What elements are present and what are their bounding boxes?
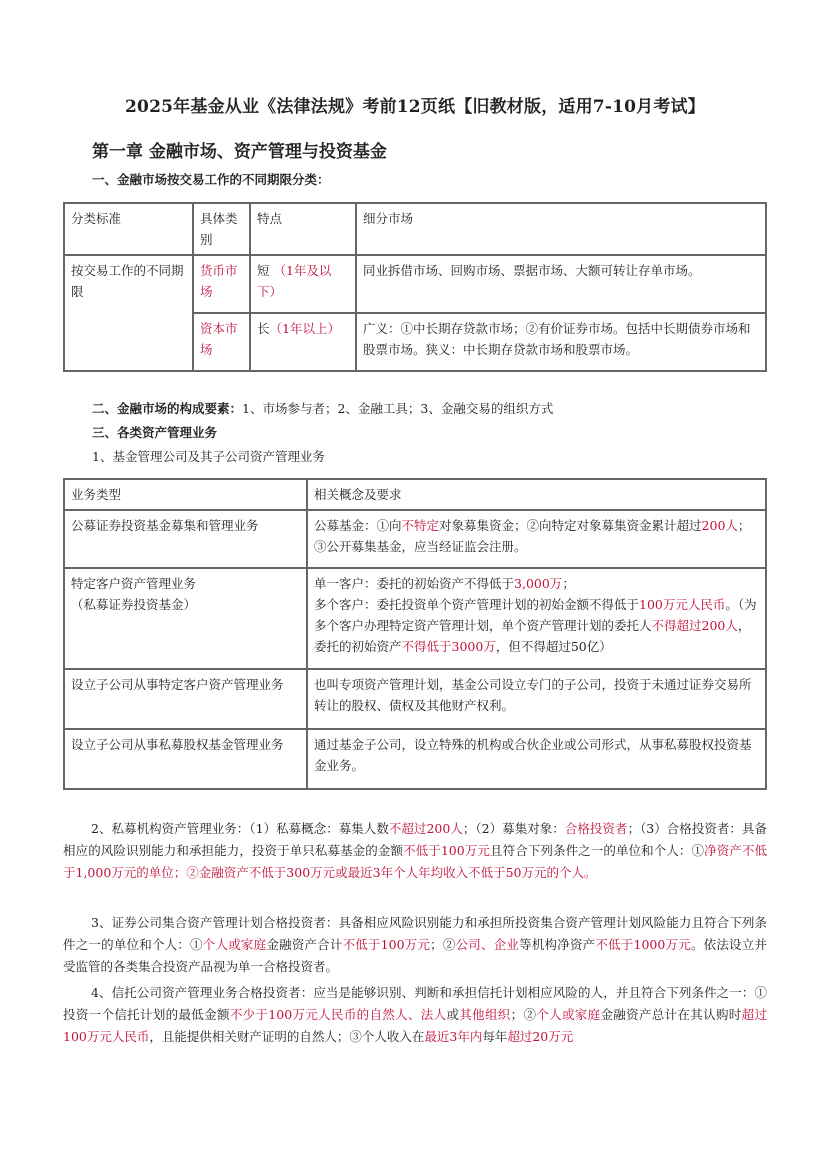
business-type-cell: 设立子公司从事特定客户资产管理业务 — [64, 669, 307, 729]
multi-client-line — [314, 594, 759, 657]
table-header-row — [64, 203, 766, 255]
single-client-line — [314, 573, 759, 594]
paragraph-securities-firm — [63, 912, 767, 978]
header-cell: 业务类型 — [64, 479, 307, 510]
text-run: ，委托的初始资产 — [314, 618, 751, 654]
requirements-cell: 也叫专项资产管理计划，基金公司设立专门的子公司，投资于未通过证券交易所转让的股权、债权及其他财产权利。 — [307, 669, 766, 729]
highlight-run: 最近3年内 — [424, 1029, 483, 1044]
highlight-run: 不少于100万元人民币的自然人、法人 — [229, 1007, 447, 1022]
document-title: 2025年基金从业《法律法规》考前12页纸【旧教材版，适用7-10月考试】 — [125, 97, 705, 117]
text-run: 4、信托公司资产管理业务合格投资者：应当是能够识别、判断和承担信托计划相应风险的人，并且符合下列条件之一：①投资一个信托计划的最低金额 — [63, 985, 767, 1022]
text-run: 2、私募机构资产管理业务：（1）私募概念：募集人数 — [91, 821, 389, 836]
chapter-title: 第一章 金融市场、资产管理与投资基金 — [92, 142, 387, 162]
requirements-cell — [307, 510, 766, 568]
text-run: ；（3）合格投资者：具备相应的风险识别能力和承担能力，投资于单只私募基金的金额 — [63, 821, 767, 858]
highlight-run: 不低于100万元 — [342, 937, 431, 952]
table-row — [64, 568, 766, 669]
highlight-run: 不特定 — [401, 518, 440, 533]
text-run: ，且能提供相关财产证明的自然人；③个人收入在 — [149, 1029, 425, 1044]
text-run: ；② — [510, 1007, 537, 1022]
feature-cell — [250, 255, 356, 313]
text-run: 公募基金：①向 — [314, 518, 402, 533]
table-row — [64, 669, 766, 729]
highlight-run: 200人 — [701, 518, 738, 533]
highlight-run: 个人或家庭 — [202, 937, 267, 952]
text-run: 对象募集资金；②向特定对象募集资金累计超过 — [439, 518, 702, 533]
header-cell: 分类标准 — [64, 203, 193, 255]
table-row — [64, 510, 766, 568]
text-run: 3、证券公司集合资产管理计划合格投资者：具备相应风险识别能力和承担所投资集合资产管理计划风险能力且符合下列条件之一的单位和个人：① — [63, 915, 767, 952]
highlight-run: 不得低于3000万 — [401, 639, 496, 654]
category-cell: 货币市场 — [193, 255, 250, 313]
highlight-run: 3,000万 — [514, 576, 563, 591]
highlight-run: 净资产不低于1,000万元的单位；②金融资产不低于300万元或最近3年个人年均收入不低于50万元的个人。 — [63, 843, 767, 880]
text-run: ；③公开募集基金，应当经证监会注册。 — [314, 518, 751, 554]
highlight-run: 不得超过200人 — [651, 618, 738, 633]
criterion-cell: 按交易工作的不同期限 — [64, 255, 193, 371]
text-run: 。（为多个客户办理特定资产管理计划，单个资产管理计划的委托人 — [314, 597, 757, 633]
text-run: 金融资产合计 — [266, 937, 343, 952]
section-2 — [92, 399, 553, 417]
text-run: 金融资产总计在其认购时 — [600, 1007, 742, 1022]
market-classification-table — [63, 202, 767, 372]
section-2-title: 二、金融市场的构成要素： — [92, 401, 243, 416]
feature-text: 短 — [257, 263, 274, 278]
section-3-subtitle: 1、基金管理公司及其子公司资产管理业务 — [92, 449, 325, 464]
requirements-cell: 通过基金子公司，设立特殊的机构或合伙企业或公司形式，从事私募股权投资基金业务。 — [307, 729, 766, 789]
text-run: 等机构净资产 — [519, 937, 596, 952]
header-cell: 相关概念及要求 — [307, 479, 766, 510]
section-1-title: 一、金融市场按交易工作的不同期限分类： — [92, 172, 330, 187]
text-run: 多个客户：委托投资单个资产管理计划的初始金额不得低于 — [314, 597, 640, 612]
highlight-run: 其他组织 — [459, 1007, 511, 1022]
table-row — [64, 255, 766, 313]
text-run: 。依法设立并受监管的各类集合投资产品视为单一合格投资者。 — [63, 937, 767, 974]
text-run: ；② — [430, 937, 456, 952]
highlight-run: 超过20万元 — [507, 1029, 574, 1044]
type-line: （私募证券投资基金） — [71, 597, 197, 612]
table-header-row — [64, 479, 766, 510]
highlight-run: 不低于1000万元 — [595, 937, 691, 952]
business-type-cell — [64, 568, 307, 669]
asset-management-table — [63, 478, 767, 790]
highlight-run: 公司、企业 — [455, 937, 520, 952]
text-run: ； — [562, 576, 575, 591]
section-2-text: 1、市场参与者；2、金融工具；3、金融交易的组织方式 — [242, 401, 554, 416]
text-run: 单一客户：委托的初始资产不得低于 — [314, 576, 515, 591]
paragraph-private-fund — [63, 818, 767, 884]
feature-text: 长 — [257, 321, 270, 336]
highlight-run: 不低于100万元 — [403, 843, 490, 858]
highlight-run: 100万元人民币 — [639, 597, 726, 612]
business-type-cell: 公募证券投资基金募集和管理业务 — [64, 510, 307, 568]
text-run: 且符合下列条件之一的单位和个人：① — [490, 843, 705, 858]
text-run: 每年 — [482, 1029, 508, 1044]
category-cell: 资本市场 — [193, 313, 250, 371]
markets-cell: 同业拆借市场、回购市场、票据市场、大额可转让存单市场。 — [356, 255, 766, 313]
header-cell: 细分市场 — [356, 203, 766, 255]
text-run: ，但不得超过50亿） — [495, 639, 612, 654]
markets-cell: 广义：①中长期存贷款市场；②有价证券市场。包括中长期债券市场和股票市场。狭义：中长期存贷款市场和股票市场。 — [356, 313, 766, 371]
type-line: 特定客户资产管理业务 — [71, 576, 197, 591]
highlight-run: 个人或家庭 — [536, 1007, 601, 1022]
feature-cell — [250, 313, 356, 371]
feature-highlight: （1年以上） — [269, 321, 340, 336]
table-row — [64, 729, 766, 789]
business-type-cell: 设立子公司从事私募股权基金管理业务 — [64, 729, 307, 789]
highlight-run: 合格投资者 — [564, 821, 628, 836]
paragraph-trust-company — [63, 982, 767, 1048]
section-3-title: 三、各类资产管理业务 — [92, 425, 218, 440]
highlight-run: 超过100万元人民币 — [63, 1007, 767, 1044]
feature-highlight: （1年及以下） — [257, 263, 332, 299]
header-cell: 具体类别 — [193, 203, 250, 255]
header-cell: 特点 — [250, 203, 356, 255]
requirements-cell — [307, 568, 766, 669]
text-run: 或 — [446, 1007, 460, 1022]
highlight-run: 不超过200人 — [388, 821, 463, 836]
text-run: ；（2）募集对象： — [462, 821, 565, 836]
